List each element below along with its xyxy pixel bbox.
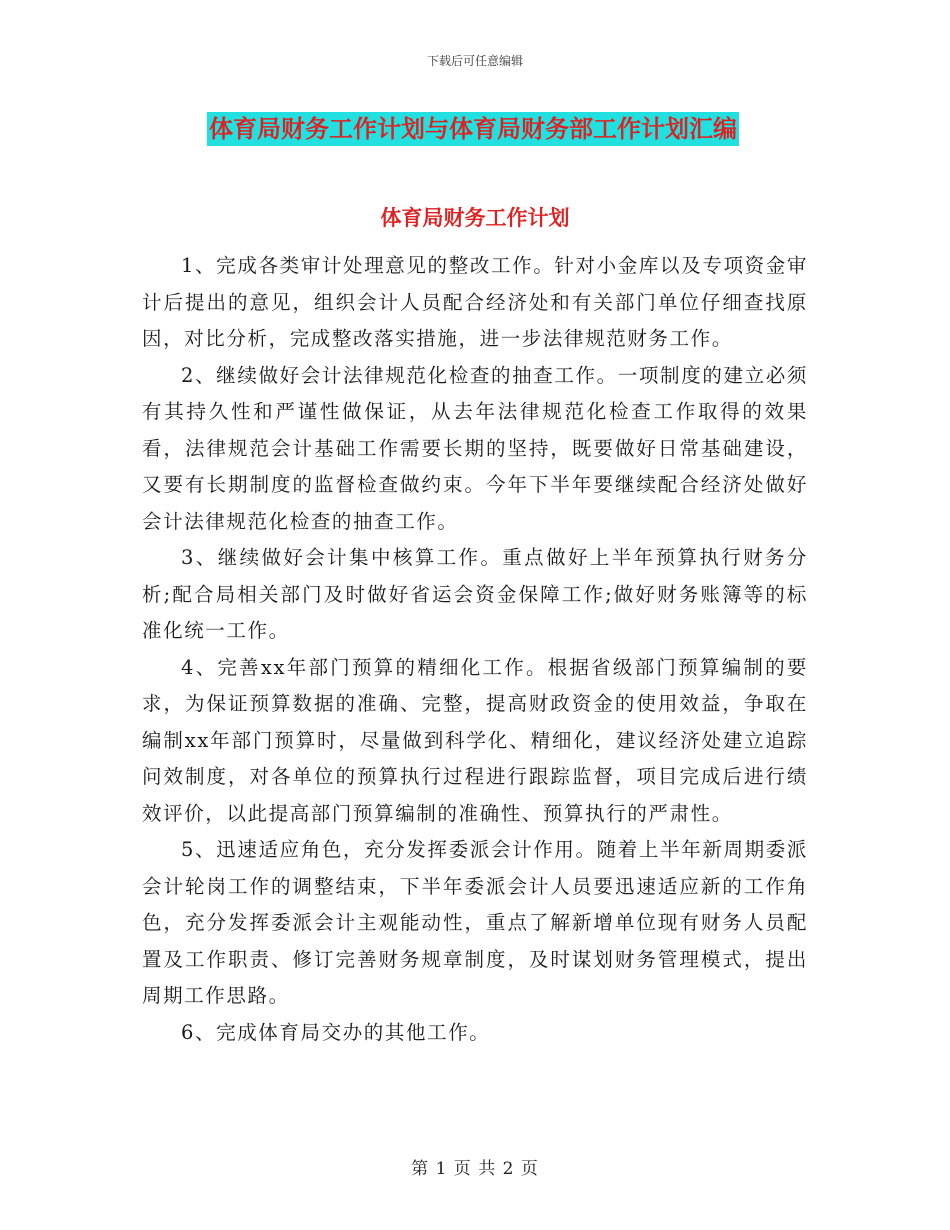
paragraph-1: 1、完成各类审计处理意见的整改工作。针对小金库以及专项资金审计后提出的意见，组织会计人员配合经济处和有关部门单位仔细查找原因，对比分析，完成整改落实措施，进一步法律规范财务工作。 (142, 254, 808, 350)
paragraph-5: 5、迅速适应角色，充分发挥委派会计作用。随着上半年新周期委派会计轮岗工作的调整结束，下半年委派会计人员要迅速适应新的工作角色，充分发挥委派会计主观能动性，重点了解新增单位现有财务人员配置及工作职责、修订完善财务规章制度，及时谋划财务管理模式，提出周期工作思路。 (142, 838, 808, 1007)
document-body (142, 248, 808, 1051)
paragraph-2: 2、继续做好会计法律规范化检查的抽查工作。一项制度的建立必须有其持久性和严谨性做保证，从去年法律规范化检查工作取得的效果看，法律规范会计基础工作需要长期的坚持，既要做好日常基础建设，又要有长期制度的监督检查做约束。今年下半年要继续配合经济处做好会计法律规范化检查的抽查工作。 (142, 363, 808, 533)
page-header-note: 下载后可任意编辑 (426, 54, 523, 68)
page-number-footer: 第 1 页 共 2 页 (411, 1159, 539, 1179)
document-title: 体育局财务工作计划与体育局财务部工作计划汇编 (207, 112, 739, 146)
section-title: 体育局财务工作计划 (380, 206, 570, 230)
paragraph-3: 3、继续做好会计集中核算工作。重点做好上半年预算执行财务分析;配合局相关部门及时做好省运会资金保障工作;做好财务账簿等的标准化统一工作。 (142, 546, 808, 642)
paragraph-4: 4、完善xx年部门预算的精细化工作。根据省级部门预算编制的要求，为保证预算数据的准确、完整，提高财政资金的使用效益，争取在编制xx年部门预算时，尽量做到科学化、精细化，建议经济处建立追踪问效制度，对各单位的预算执行过程进行跟踪监督，项目完成后进行绩效评价，以此提高部门预算编制的准确性、预算执行的严肃性。 (142, 655, 808, 825)
paragraph-6: 6、完成体育局交办的其他工作。 (181, 1020, 491, 1044)
